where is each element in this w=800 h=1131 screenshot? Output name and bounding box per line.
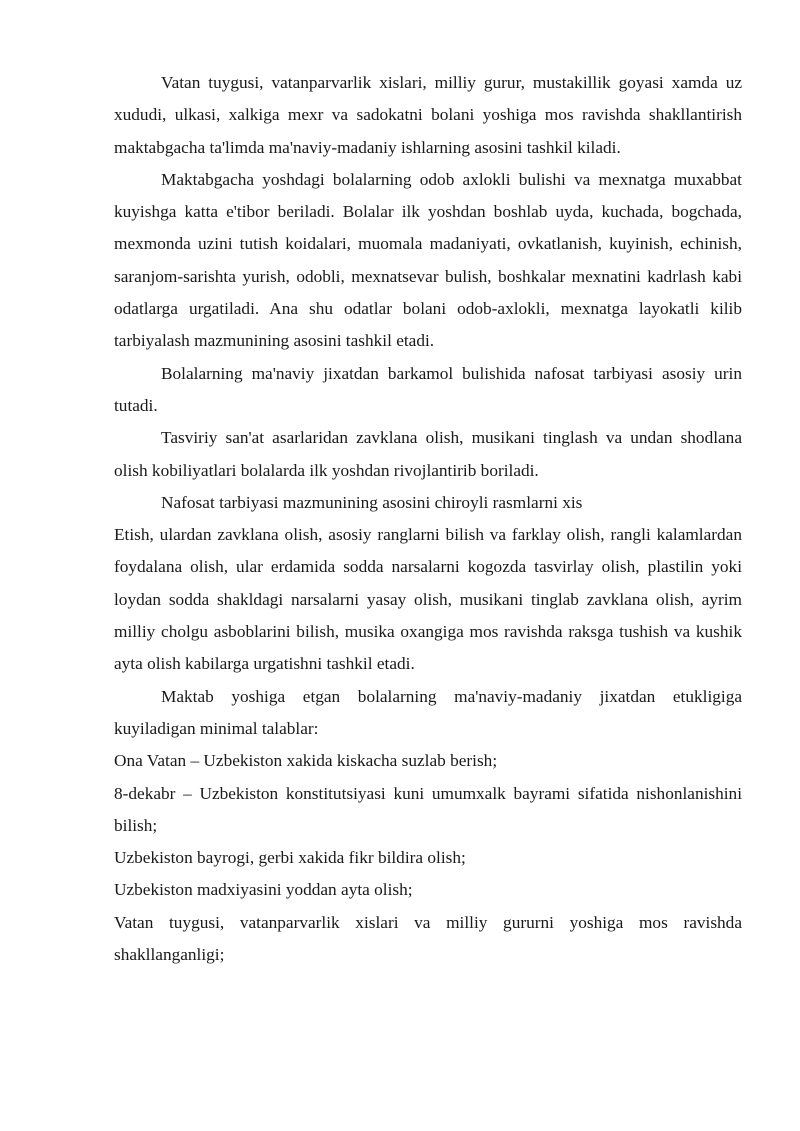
list-item-3: Uzbekiston bayrogi, gerbi xakida fikr bildira olish; [114, 848, 466, 868]
paragraph-7: Maktab yoshiga etgan bolalarning ma'naviy-madaniy jixatdan etukligiga kuyiladigan minimal talablar: [114, 686, 742, 738]
paragraph-3: Bolalarning ma'naviy jixatdan barkamol bulishida nafosat tarbiyasi asosiy urin tutadi. [114, 363, 742, 415]
document-page [114, 67, 742, 971]
list-item-4: Uzbekiston madxiyasini yoddan ayta olish; [114, 880, 413, 900]
paragraph-2: Maktabgacha yoshdagi bolalarning odob axlokli bulishi va mexnatga muxabbat kuyishga katta e'tibor beriladi. Bolalar ilk yoshdan boshlab uyda, kuchada, bogchada, mexmonda uzini tutish koidalari, muomala madaniyati, ovkatlanish, kuyinish, echinish, saranjom-sarishta yurish, odobli, mexnatsevar bulish, boshkalar mexnatini kadrlash kabi odatlarga urgatiladi. Ana shu odatlar bolani odob-axlokli, mexnatga layokatli kilib tarbiyalash mazmunining asosini tashkil etadi. [114, 169, 742, 351]
paragraph-5: Nafosat tarbiyasi mazmunining asosini chiroyli rasmlarni xis [161, 492, 583, 512]
list-item-2: 8-dekabr – Uzbekiston konstitutsiyasi kuni umumxalk bayrami sifatida nishonlanishini bilish; [114, 783, 742, 835]
list-item-5: Vatan tuygusi, vatanparvarlik xislari va milliy gururni yoshiga mos ravishda shakllanganligi; [114, 912, 742, 965]
list-item-1: Ona Vatan – Uzbekiston xakida kiskacha suzlab berish; [114, 751, 498, 771]
paragraph-6: Etish, ulardan zavklana olish, asosiy ranglarni bilish va farklay olish, rangli kalamlardan foydalana olish, ular erdamida sodda narsalarni kogozda tasvirlay olish, plastilin yoki loydan sodda shakldagi narsalarni yasay olish, musikani tinglab zavklana olish, ayrim milliy cholgu asboblarini bilish, musika oxangiga mos ravishda raksga tushish va kushik ayta olish kabilarga urgatishni tashkil etadi. [114, 525, 742, 674]
paragraph-1: Vatan tuygusi, vatanparvarlik xislari, milliy gurur, mustakillik goyasi xamda uz xududi, ulkasi, xalkiga mexr va sadokatni bolani yoshiga mos ravishda shakllantirish maktabgacha ta'limda ma'naviy-madaniy ishlarning asosini tashkil kiladi. [114, 73, 742, 157]
paragraph-4: Tasviriy san'at asarlaridan zavklana olish, musikani tinglash va undan shodlana olish kobiliyatlari bolalarda ilk yoshdan rivojlantirib boriladi. [114, 428, 742, 480]
